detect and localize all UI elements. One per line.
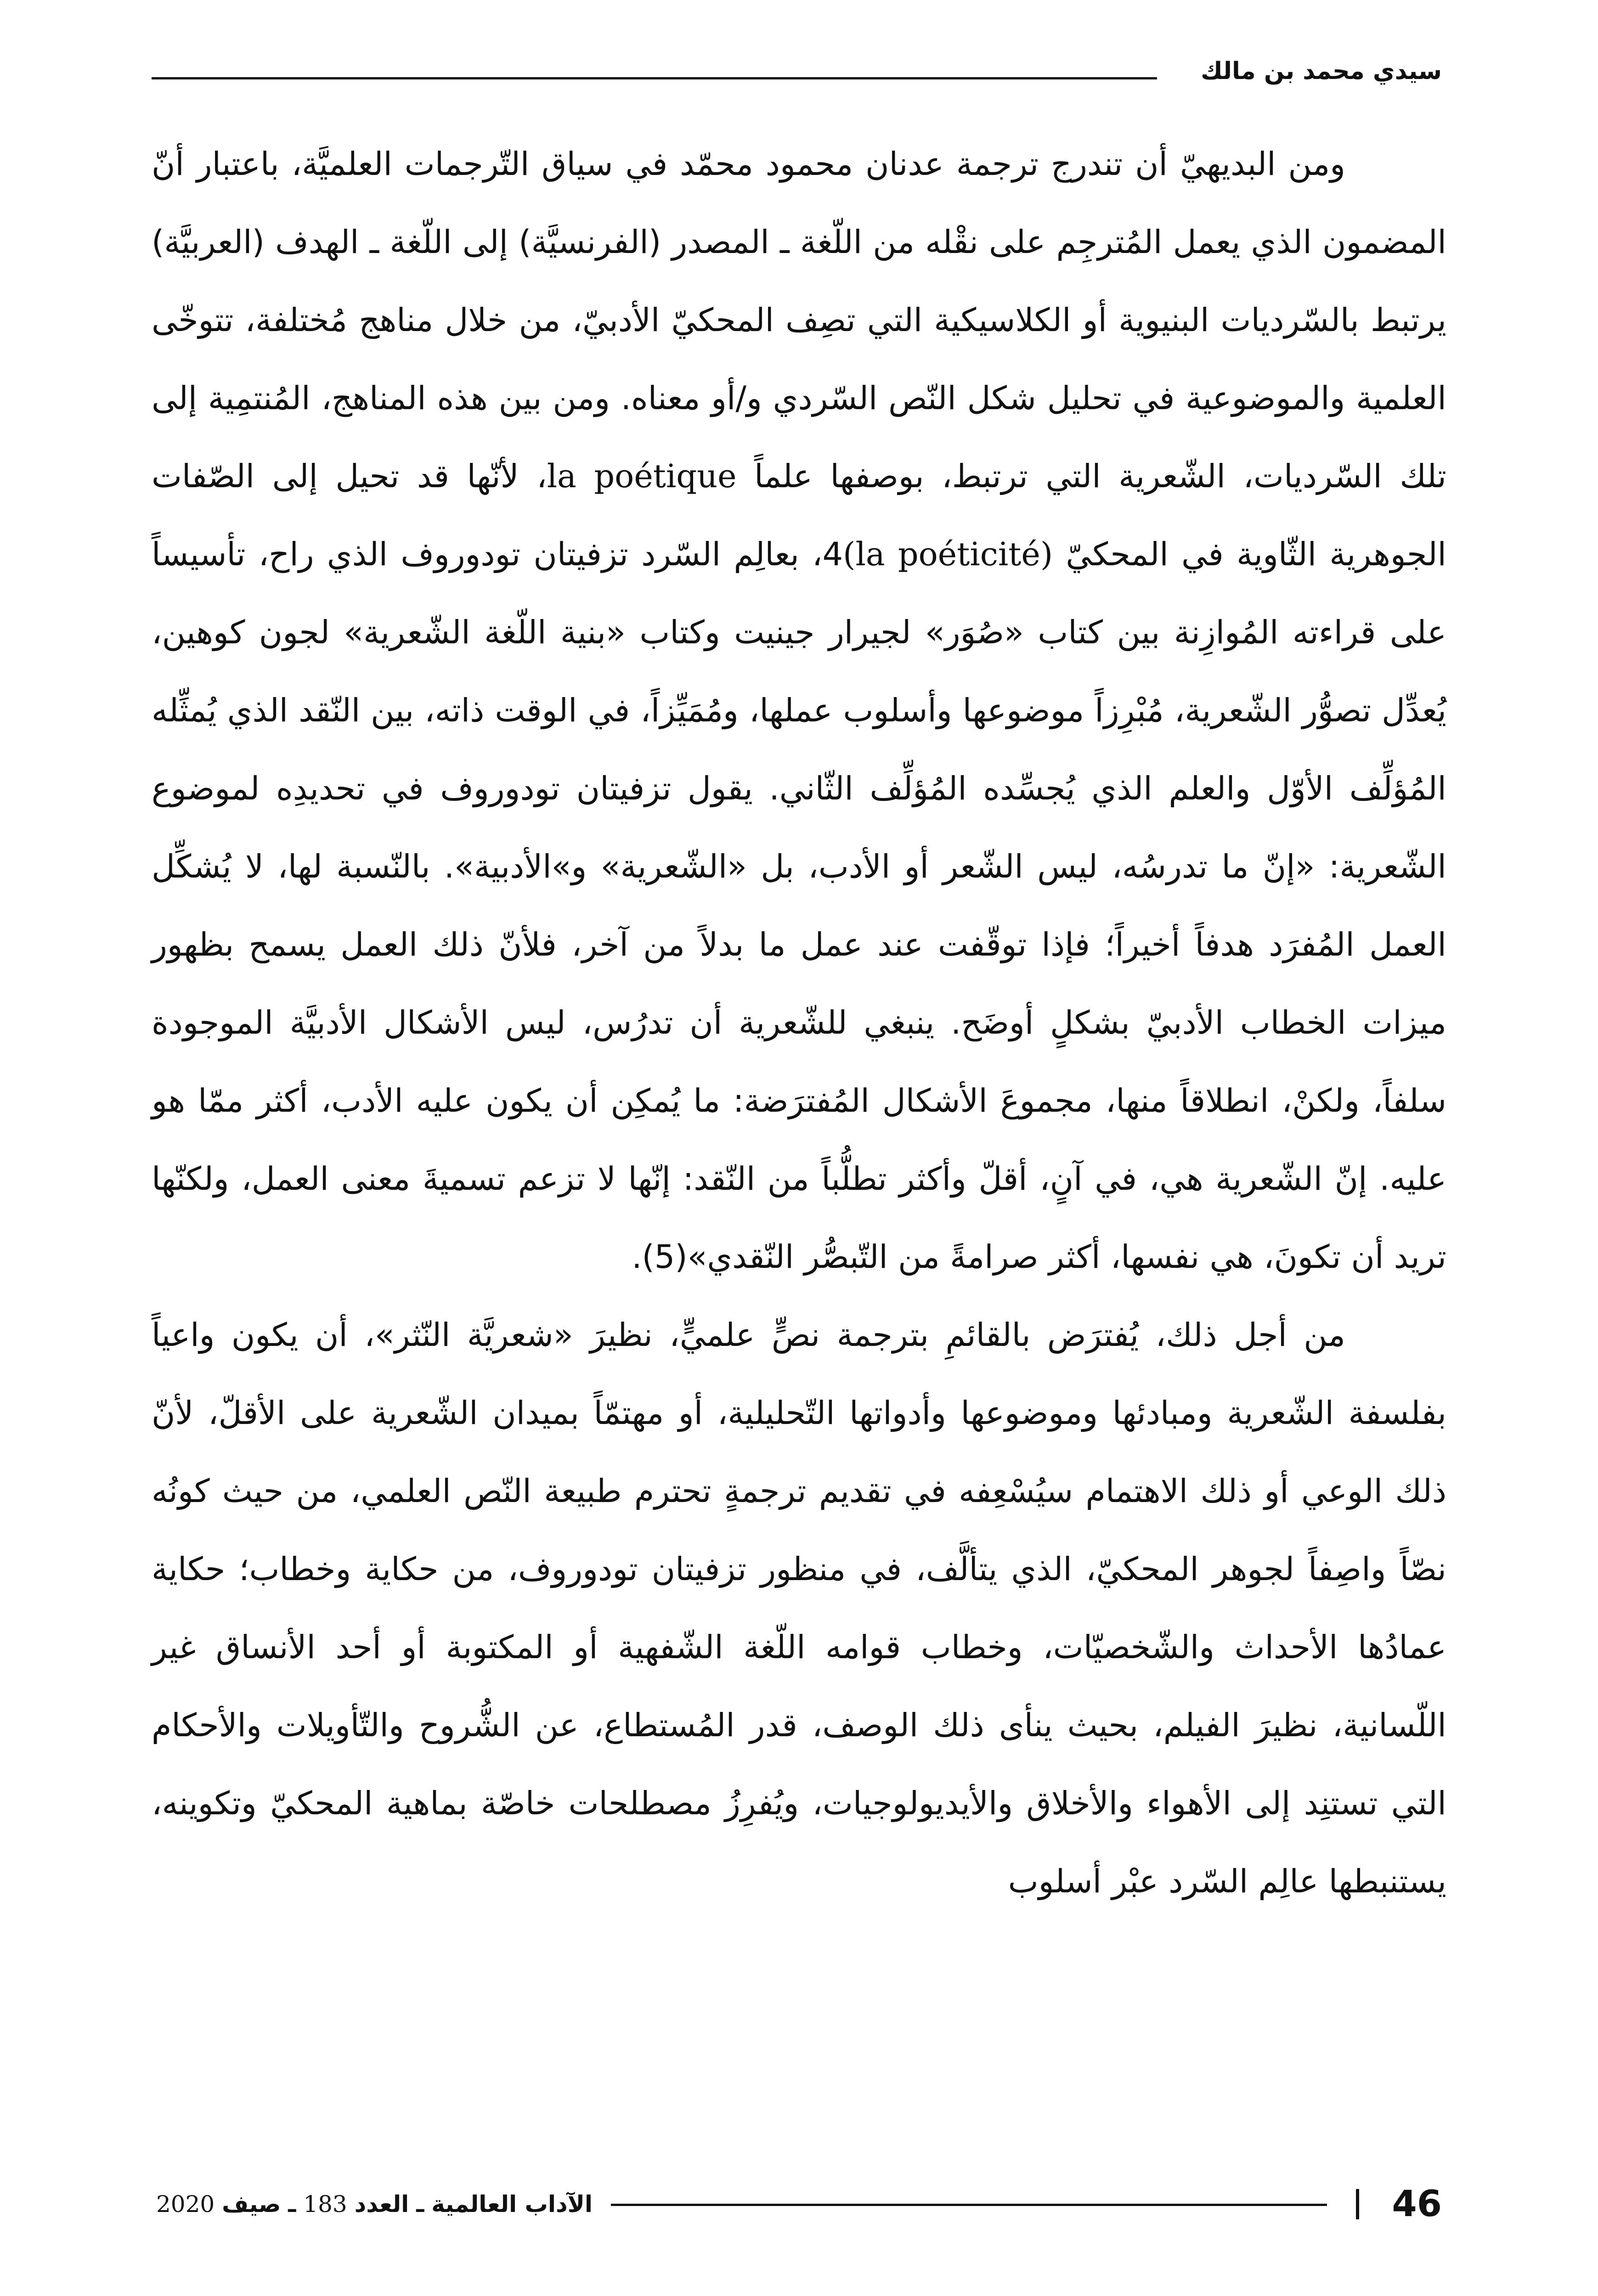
page-number: 46 [1392,2183,1442,2225]
journal-title: الآداب العالمية [431,2191,593,2217]
body-paragraph-2: من أجل ذلك، يُفترَض بالقائمِ بترجمة نصٍّ علميٍّ، نظيرَ «شعريَّة النّثر»، أن يكون واعياً بفلسفة الشّعرية ومبادئها وموضوعها وأدواتها التّحليلية، أو مهتمّاً بميدان الشّعرية على الأقلّ، لأنّ ذلك الوعي أو ذلك الاهتمام سيُسْعِفه في تقديم ترجمةٍ تحترم طبيعة النّص العلمي، من حيث كونُه نصّاً واصِفاً لجوهر المحكيّ، الذي يتألَّف، في منظور تزفيتان تودوروف، من حكاية وخطاب؛ حكاية عمادُها الأحداث والشّخصيّات، وخطاب قوامه اللّغة الشّفهية أو المكتوبة أو أحد الأنساق غير اللّسانية، نظيرَ الفيلم، بحيث ينأى ذلك الوصف، قدر المُستطاع، عن الشُّروح والتّأويلات والأحكام التي تستنِد إلى الأهواء والأخلاق والأيديولوجيات، ويُفرِزُ مصطلحات خاصّة بماهية المحكيّ وتكوينه، يستنبطها عالِم السّرد عبْر أسلوب [152,1316,1446,1900]
page-footer [152,2179,1442,2229]
paragraph-1-text-a: ومن البديهيّ أن تندرج ترجمة عدنان محمود محمّد في سياق التّرجمات العلميَّة، باعتبار أنّ المضمون الذي يعمل المُترجِم على نقْله من اللّغة ـ المصدر (الفرنسيَّة) إلى اللّغة ـ الهدف (العربيَّة) يرتبط بالسّرديات البنيوية أو الكلاسيكية التي تصِف المحكيّ الأدبيّ، من خلال مناهج مُختلفة، تتوخّى العلمية والموضوعية في تحليل شكل النّص السّردي و/أو معناه. ومن بين هذه المناهج، المُنتمِية إلى تلك السّرديات، الشّعرية التي ترتبط، بوصفها علماً [152,145,1446,495]
issue-label: العدد [354,2191,409,2217]
article-body [152,125,1446,1920]
header-rule [152,77,1157,79]
running-header [152,51,1442,92]
footer-rule [611,2204,1327,2206]
paragraph-1-text-c: 4، بعالِم السّرد تزفيتان تودوروف الذي راح، تأسيساً على قراءته المُوازِنة بين كتاب «صُوَر» لجيرار جينيت وكتاب «بنية اللّغة الشّعرية» لجون كوهين، يُعدِّل تصوُّر الشّعرية، مُبْرِزاً موضوعها وأسلوب عملها، ومُمَيِّزاً، في الوقت ذاته، بين النّقد الذي يُمثِّله المُؤلِّف الأوّل والعلم الذي يُجسِّده المُؤلِّف الثّاني. يقول تزفيتان تودوروف في تحديدِه لموضوع الشّعرية: «إنّ ما تدرسُه، ليس الشّعر أو الأدب، بل «الشّعرية» و»الأدبية». بالنّسبة لها، لا يُشكِّل العمل المُفرَد هدفاً أخيراً؛ فإذا توقّفت عند عمل ما بدلاً من آخر، فلأنّ ذلك العمل يسمح بظهور ميزات الخطاب الأدبيّ بشكلٍ أوضَح. ينبغي للشّعرية أن تدرُس، ليس الأشكال الأدبيَّة الموجودة سلفاً، ولكنْ، انطلاقاً منها، مجموعَ الأشكال المُفترَضة: ما يُمكِن أن يكون عليه الأدب، أكثر ممّا هو عليه. إنّ الشّعرية هي، في آنٍ، أقلّ وأكثر تطلُّباً من النّقد: إنّها لا تزعم تسميةَ معنى العمل، ولكنّها تريد أن تكونَ، هي نفسها، أكثر صرامةً من التّبصُّر النّقدي»(5). [152,535,1446,1276]
journal-dash: ـ [416,2191,424,2217]
issue-number: 183 [303,2191,347,2217]
term-la-poeticite: (la poéticité) [843,535,1053,573]
issue-dash: ـ [288,2191,296,2217]
issue-year: 2020 [156,2191,215,2217]
paragraph-1-text-b: ، لأنّها قد تحيل إلى الصّفات الجوهرية الثّاوية في المحكيّ [152,457,1446,573]
body-paragraph-1 [152,125,1446,1296]
journal-citation [152,2179,593,2229]
issue-season: صيف [222,2191,281,2217]
footer-separator-bar [1356,2189,1359,2219]
term-la-poetique: la poétique [547,457,737,495]
header-author: سيدي محمد بن مالك [1201,57,1442,85]
